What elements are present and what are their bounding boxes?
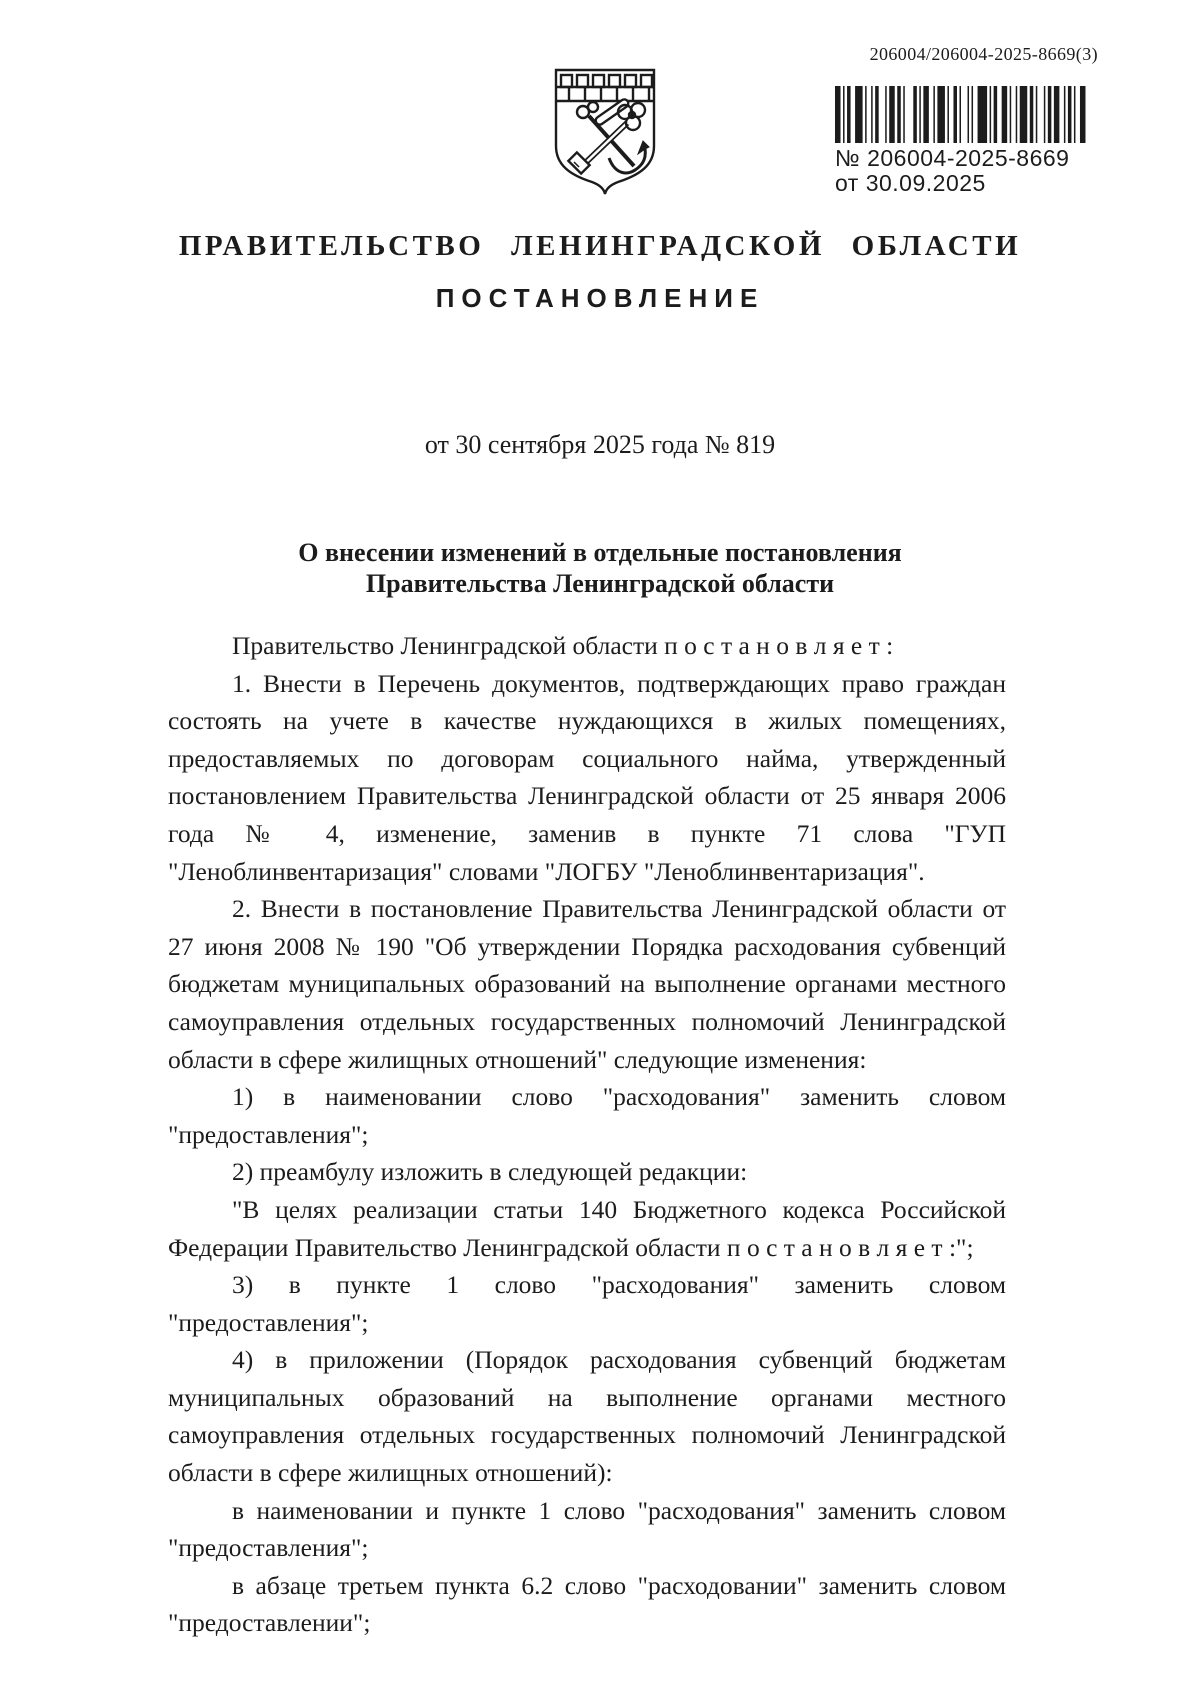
document-title — [0, 537, 1200, 599]
barcode-icon — [835, 86, 1088, 143]
stamp-number: № 206004-2025-8669 — [835, 145, 1070, 171]
document-type-heading: ПОСТАНОВЛЕНИЕ — [435, 283, 765, 313]
paragraph-amendment-1: в наименовании и пункте 1 слово "расходования" заменить словом "предоставления"; — [168, 1495, 1006, 1563]
document-body — [168, 627, 1006, 1642]
registration-stamp — [835, 86, 1095, 196]
document-date-and-number: от 30 сентября 2025 года № 819 — [424, 430, 776, 459]
organization-name: ПРАВИТЕЛЬСТВО ЛЕНИНГРАДСКОЙ ОБЛАСТИ — [178, 230, 1022, 262]
document-reference-number: 206004/206004-2025-8669(3) — [869, 44, 1098, 64]
document-title-line2: Правительства Ленинградской области — [365, 569, 835, 598]
paragraph-amendment-2: в абзаце третьем пункта 6.2 слово "расходовании" заменить словом "предоставлении"; — [168, 1570, 1006, 1638]
paragraph-subpoint-3: 3) в пункте 1 слово "расходования" заменить словом "предоставления"; — [168, 1270, 1006, 1337]
paragraph-resolves: Правительство Ленинградской области п о с т а н о в л я е т : — [232, 631, 894, 660]
paragraph-point-1: 1. Внести в Перечень документов, подтверждающих право граждан состоять на учете в качестве нуждающихся в жилых помещениях, предоставляемых по договорам социального найма, утвержденный постановлением Правительства Ленинградской области от 25 января 2006 года № 4, изменение, заменив в пункте 71 слова "ГУП "Леноблинвентаризация" словами "ЛОГБУ "Леноблинвентаризация". — [168, 668, 1006, 886]
stamp-date: от 30.09.2025 — [835, 170, 986, 196]
document-title-line1: О внесении изменений в отдельные постановления — [298, 538, 902, 567]
paragraph-subpoint-4: 4) в приложении (Порядок расходования субвенций бюджетам муниципальных образований на выполнение органами местного самоуправления отдельных государственных полномочий Ленинградской области в сфере жилищных отношений): — [168, 1345, 1006, 1488]
paragraph-preamble-text: "В целях реализации статьи 140 Бюджетного кодекса Российской Федерации Правительство Ленинградской области п о с т а н о в л я е т :"; — [168, 1194, 1006, 1262]
paragraph-subpoint-1: 1) в наименовании слово "расходования" заменить словом "предоставления"; — [168, 1082, 1006, 1149]
paragraph-point-2: 2. Внести в постановление Правительства Ленинградской области от 27 июня 2008 № 190 "Об утверждении Порядка расходования субвенций бюджетам муниципальных образований на выполнение органами местного самоуправления отдельных государственных полномочий Ленинградской области в сфере жилищных отношений" следующие изменения: — [168, 894, 1006, 1074]
paragraph-subpoint-2: 2) преамбулу изложить в следующей редакции: — [232, 1157, 748, 1187]
coat-of-arms-icon — [552, 66, 658, 198]
